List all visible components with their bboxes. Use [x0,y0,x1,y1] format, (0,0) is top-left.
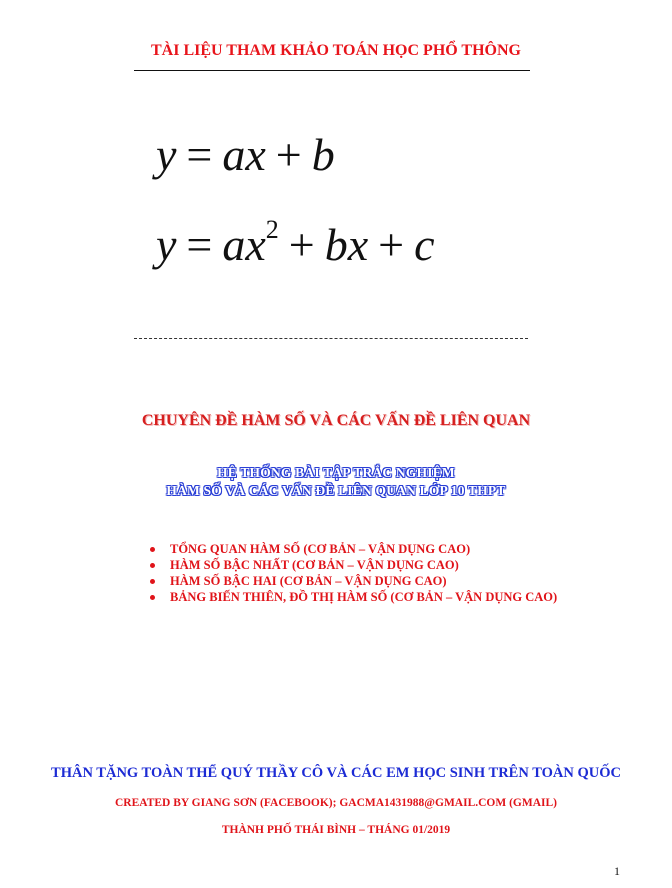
author-credit: CREATED BY GIANG SƠN (FACEBOOK); GACMA1431988@GMAIL.COM (GMAIL) [114,797,558,809]
bullet-icon [150,595,155,600]
quadratic-function-formula [156,214,435,270]
page-number: 1 [614,864,620,878]
dedication-line: THÂN TẶNG TOÀN THỂ QUÝ THẦY CÔ VÀ CÁC EM HỌC SINH TRÊN TOÀN QUỐC [51,765,621,781]
formula-plus: + [378,219,405,270]
formula-equals: = [186,129,213,180]
list-item [150,557,557,573]
list-item-text: HÀM SỐ BẬC HAI (CƠ BẢN – VẬN DỤNG CAO) [170,574,447,588]
topic-list [150,541,557,605]
formula-term-c: c [414,219,435,270]
list-item-text: TỔNG QUAN HÀM SỐ (CƠ BẢN – VẬN DỤNG CAO) [170,542,471,556]
formula-plus: + [288,219,315,270]
dashed-divider [134,338,528,339]
formula-exponent: 2 [265,214,279,244]
header-underline [134,70,530,71]
formula-term-bx: bx [324,219,369,270]
formula-variable-y: y [156,129,177,180]
formula-term-b: b [311,129,335,180]
formula-term-ax: ax [222,219,266,270]
list-item-text: BẢNG BIẾN THIÊN, ĐỒ THỊ HÀM SỐ (CƠ BẢN – VẬN DỤNG CAO) [170,590,558,604]
list-item [150,541,557,557]
linear-function-formula [156,129,335,180]
list-item-text: HÀM SỐ BẬC NHẤT (CƠ BẢN – VẬN DỤNG CAO) [170,558,459,572]
topic-title: CHUYÊN ĐỀ HÀM SỐ VÀ CÁC VẤN ĐỀ LIÊN QUAN [141,412,531,429]
formula-term-ax: ax [222,129,266,180]
list-item [150,589,557,605]
exercise-system-line-2: HÀM SỐ VÀ CÁC VẤN ĐỀ LIÊN QUAN LỚP 10 THPT [166,483,506,498]
bullet-icon [150,579,155,584]
formula-variable-y: y [156,219,177,270]
exercise-system-line-1: HỆ THỐNG BÀI TẬP TRẮC NGHIỆM [217,465,455,480]
bullet-icon [150,547,155,552]
list-item [150,573,557,589]
document-header-title: TÀI LIỆU THAM KHẢO TOÁN HỌC PHỔ THÔNG [151,42,521,59]
formula-plus: + [275,129,302,180]
place-and-date: THÀNH PHỐ THÁI BÌNH – THÁNG 01/2019 [221,824,451,836]
formula-equals: = [186,219,213,270]
bullet-icon [150,563,155,568]
